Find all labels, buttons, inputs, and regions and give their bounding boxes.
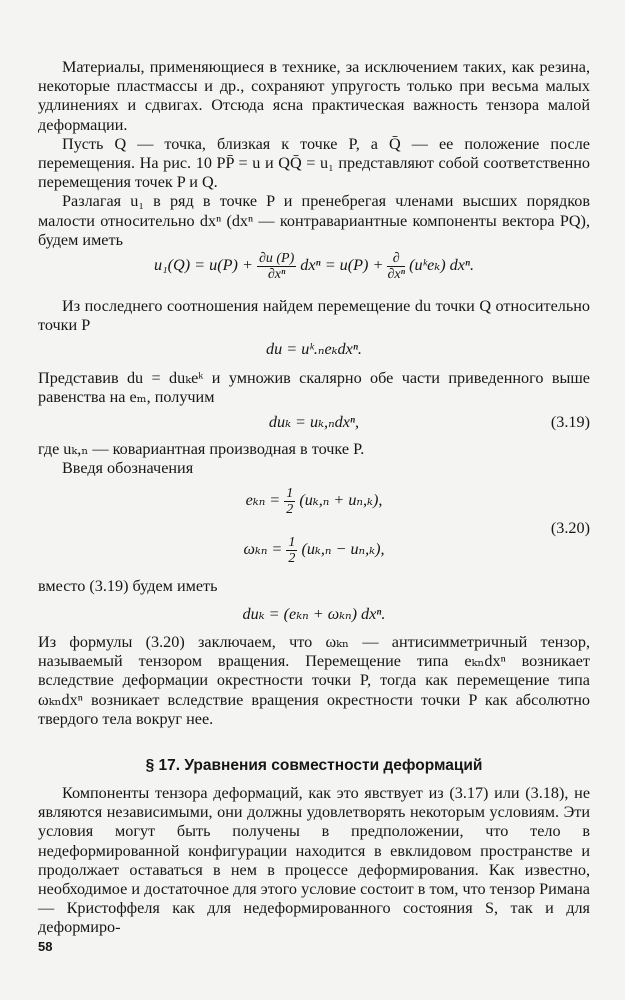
paragraph-instead: вместо (3.19) будем иметь bbox=[38, 577, 218, 595]
equation-number-3-19: (3.19) bbox=[550, 413, 590, 431]
eq1-lhs: u₁(Q) = u(P) + bbox=[153, 256, 253, 274]
paragraph-representation: Представив du = duₖeᵏ и умножив скалярно обе части приведенного выше равенства на eₘ, получим bbox=[38, 369, 590, 407]
paragraph-covariant: где uₖ,ₙ — ковариантная производная в точке P. bbox=[38, 440, 365, 458]
eq1-fraction-2: $\frac{\partial}{\text{∂xⁿ}}$ bbox=[387, 250, 406, 282]
paragraph-materials: Материалы, применяющиеся в технике, за исключением таких, как резина, некоторые пластмассы и др., сохраняют упругость только при весьма малых удлинениях и сдвигах. Отсюда ясна практическая важность тензора малой деформации. bbox=[38, 58, 590, 134]
equation-final: duₖ = (eₖₙ + ωₖₙ) dxⁿ. bbox=[242, 605, 386, 623]
text-block-compatibility bbox=[38, 784, 590, 938]
text-block-displacement bbox=[38, 297, 590, 335]
section-heading: § 17. Уравнения совместности деформаций bbox=[145, 757, 483, 774]
paragraph-rotation: Из формулы (3.20) заключаем, что ωₖₙ — антисимметричный тензор, называемый тензором вращения. Перемещение типа eₖₙdxⁿ возникает вследствие деформации окрестности точки P, тогда как перемещение типа ωₖₙdxⁿ возникает вследствие вращения окрестности точки P как абсолютно твердого тела вокруг нее. bbox=[38, 633, 590, 728]
eq1-rhs: (uᵏeₖ) dxⁿ. bbox=[409, 256, 475, 274]
text-block-rotation bbox=[38, 633, 590, 729]
text-block-representation bbox=[38, 369, 590, 407]
eq1-mid: dxⁿ = u(P) + bbox=[300, 256, 384, 274]
paragraph-displacement: Из последнего соотношения найдем перемещение du точки Q относительно точки P bbox=[38, 297, 590, 335]
equation-3-19 bbox=[38, 413, 590, 432]
eq3-formula: duₖ = uₖ,ₙdxⁿ, bbox=[268, 413, 360, 431]
equation-expansion bbox=[38, 250, 590, 282]
paragraph-compatibility: Компоненты тензора деформаций, как это явствует из (3.17) или (3.18), не являются независимыми, они должны удовлетворять некоторым условиям. Эти условия могут быть получены в предположении, что тело в недеформированной конфигурации находится в евклидовом пространстве и продолжает оставаться в нем в процессе деформирования. Как известно, необходимое и достаточное для этого условие состоит в том, что тензор Римана — Кристоффеля как для недеформированного состояния S, так и для деформиро- bbox=[38, 784, 590, 937]
equation-du: du = uᵏ.ₙeₖdxⁿ. bbox=[266, 340, 362, 358]
text-block-covariant bbox=[38, 440, 590, 478]
equation-number-3-20: (3.20) bbox=[550, 519, 590, 537]
eq4b: ωₖₙ = $\frac{1}{2}$ (uₖ,ₙ − uₙ,ₖ), bbox=[243, 534, 385, 566]
paragraph-notation: Введя обозначения bbox=[62, 459, 194, 478]
text-block-instead bbox=[38, 577, 590, 596]
text-block-top bbox=[38, 58, 590, 250]
paragraph-expansion: Разлагая u₁ в ряд в точке P и пренебрегая членами высших порядков малости относительно dxⁿ (dxⁿ — контравариантные компоненты вектора PQ), будем иметь bbox=[38, 192, 590, 249]
eq4a: eₖₙ = $\frac{1}{2}$ (uₖ,ₙ + uₙ,ₖ), bbox=[245, 485, 383, 517]
paragraph-point-q: Пусть Q — точка, близкая к точке P, а Q̄ — ее положение после перемещения. На рис. 10 PP̄ = u и QQ̄ = u₁ представляют собой соответственно перемещения точек P и Q. bbox=[38, 134, 590, 192]
equation-3-20 bbox=[38, 484, 590, 564]
eq1-fraction-1: $\frac{\partial u (P)}{\text{∂xⁿ}}$ bbox=[258, 250, 295, 282]
page-number: 58 bbox=[38, 939, 53, 954]
